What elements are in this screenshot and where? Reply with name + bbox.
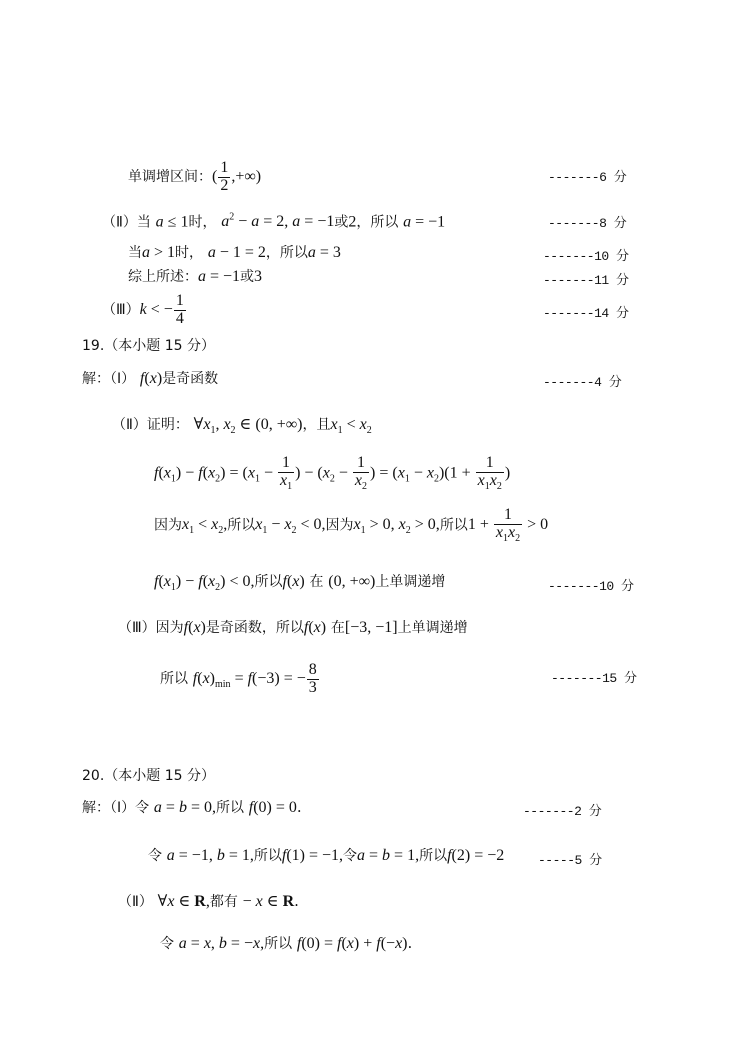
increasing-interval-label: 单调增区间： — [128, 168, 212, 185]
q20-part2: （Ⅱ） ∀x ∈ R,都有 − x ∈ R. — [118, 892, 299, 910]
line-case-a-gt-1: 当a > 1时， a − 1 = 2，所以a = 3 — [128, 244, 341, 261]
line-increasing-interval — [128, 160, 261, 195]
q20-heading: 20.（本小题 15 分） — [82, 768, 215, 784]
score-14: -------14 分 — [543, 306, 629, 321]
line-part3-k: （Ⅲ）k < − $\frac{1}{4}$ — [102, 292, 184, 327]
q20-part1: 解：（Ⅰ）令 a = b = 0,所以 f(0) = 0. — [82, 798, 302, 816]
score-10b: -------10 分 — [548, 579, 634, 594]
score-15: -------15 分 — [551, 671, 637, 686]
interval-formula: ( $\frac{1}{2}$ ,+∞) — [212, 159, 262, 194]
q20-part1b: 令 a = −1, b = 1,所以f(1) = −1,令a = b = 1,所以f(2) = −2 — [148, 847, 505, 864]
q19-because-line: 因为$x_1 < x_2$,所以$x_1 - x_2 < 0$,因为$x_1 > 0$, $x_2 > 0$,所以1 + $\frac{1}{x_1x_2}$ > 0 — [154, 506, 549, 544]
score-6: -------6 分 — [548, 170, 627, 185]
line-case-a-le-1: （Ⅱ）当 a ≤ 1时， $a^2 - a = 2$, a = −1或2，所以 a = −1 — [102, 212, 446, 231]
q20-part2b: 令 a = x, b = −x,所以 f(0) = f(x) + f(−x). — [160, 934, 413, 952]
score-2: -------2 分 — [523, 804, 602, 819]
score-8: -------8 分 — [548, 216, 627, 231]
q19-conclusion-line: $f(x_1) - f(x_2) < 0$,所以f(x) 在 (0, +∞)上单调递增 — [154, 573, 446, 594]
q19-part2-proof: （Ⅱ）证明： $\forall x_1$, $x_2$ ∈ (0, +∞)，且$x_1 < x_2$ — [112, 416, 372, 437]
q19-min-value: 所以 $f(x)_{min} = f(-3)$ = − $\frac{8}{3}$ — [160, 661, 317, 696]
score-4: -------4 分 — [543, 375, 622, 390]
score-11: -------11 分 — [543, 273, 629, 288]
q19-part1: 解：（Ⅰ） f(x)是奇函数 — [82, 370, 219, 387]
q19-part3: （Ⅲ）因为f(x)是奇函数，所以f(x) 在[−3, −1]上单调递增 — [118, 619, 468, 636]
score-10a: -------10 分 — [543, 249, 629, 264]
q19-difference-formula: $f(x_1) - f(x_2) = (x_1$ − $\frac{1}{x_1}$ ) − ($x_2$ − $\frac{1}{x_2}$ ) = $(x_1 - x_2)(1$ + $\frac{1}{x_1x_2}$ ) — [154, 454, 511, 492]
score-5: -----5 分 — [538, 853, 602, 868]
q19-heading: 19.（本小题 15 分） — [82, 338, 215, 354]
line-summary: 综上所述：a = −1或3 — [128, 268, 263, 285]
